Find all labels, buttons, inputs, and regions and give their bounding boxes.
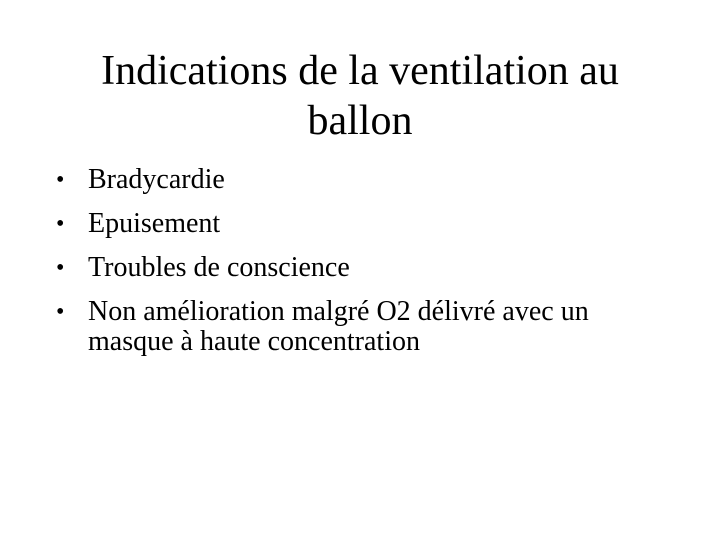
list-item bbox=[56, 209, 676, 239]
slide-title: Indications de la ventilation au ballon bbox=[101, 48, 619, 144]
list-item-text: Bradycardie bbox=[88, 164, 225, 195]
bullet-icon: • bbox=[56, 255, 65, 281]
bullet-icon: • bbox=[56, 299, 65, 325]
list-item bbox=[56, 297, 676, 357]
bullet-icon: • bbox=[56, 167, 65, 193]
list-item bbox=[56, 253, 676, 283]
bullet-icon: • bbox=[56, 211, 65, 237]
list-item-text: Troubles de conscience bbox=[88, 252, 350, 283]
list-item-text: Non amélioration malgré O2 délivré avec un masque à haute concentration bbox=[88, 296, 589, 357]
list-item bbox=[56, 165, 676, 195]
list-item-text: Epuisement bbox=[88, 208, 221, 239]
bullet-list bbox=[56, 165, 676, 371]
